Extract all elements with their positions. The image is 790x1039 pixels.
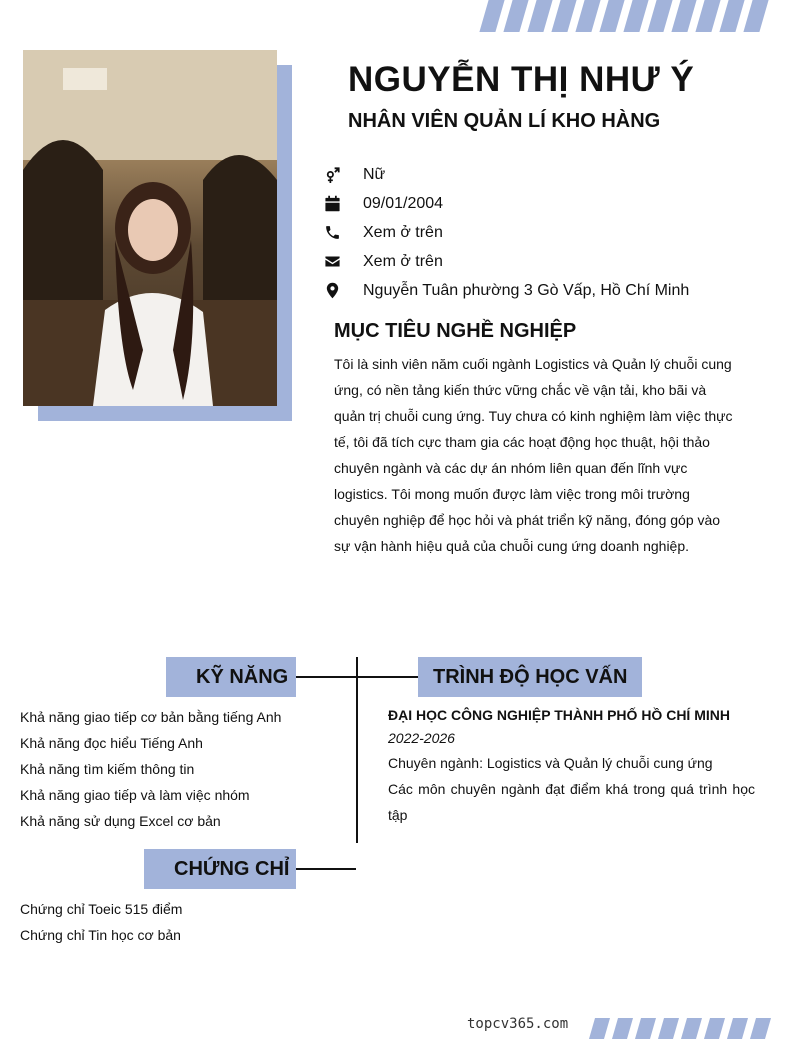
skill-item: Khả năng giao tiếp và làm việc nhóm: [20, 787, 250, 803]
skill-item: Khả năng sử dụng Excel cơ bản: [20, 813, 221, 829]
contact-phone-text: Xem ở trên: [363, 223, 443, 241]
divider-vertical: [356, 657, 358, 843]
education-heading-label: TRÌNH ĐỘ HỌC VẤN: [433, 665, 628, 688]
email-icon: [322, 252, 342, 272]
divider-connector-bottom: [296, 868, 356, 870]
contact-birthday-text: 09/01/2004: [363, 194, 444, 212]
contact-gender-text: Nữ: [363, 165, 386, 183]
certificate-item: Chứng chỉ Tin học cơ bản: [20, 927, 181, 943]
contact-email: [322, 247, 689, 276]
phone-icon: [322, 223, 342, 243]
objective-text: Tôi là sinh viên năm cuối ngành Logistics và Quản lý chuỗi cung ứng, có nền tảng kiến thức vững chắc về vận tải, kho bãi và quản trị chuỗi cung ứng. Tuy chưa có kinh nghiệm làm việc thực tế, tôi đã tích cực tham gia các hoạt động học thuật, hội thảo chuyên ngành và các dự án nhóm liên quan đến lĩnh vực logistics. Tôi mong muốn được làm việc trong môi trường chuyên nghiệp để học hỏi và phát triển kỹ năng, đóng góp vào sự vận hành hiệu quả của chuỗi cung ứng doanh nghiệp.: [334, 356, 733, 554]
skills-heading-label: KỸ NĂNG: [196, 665, 289, 688]
certificates-heading-label: CHỨNG CHỈ: [174, 857, 290, 880]
calendar-icon: [322, 194, 342, 214]
contact-gender: [322, 160, 689, 189]
contact-phone: [322, 218, 689, 247]
education-heading: [418, 657, 642, 697]
skill-item: Khả năng giao tiếp cơ bản bằng tiếng Anh: [20, 709, 282, 725]
objective-title: MỤC TIÊU NGHỀ NGHIỆP: [334, 320, 577, 342]
education-block: [388, 703, 755, 828]
education-note: Các môn chuyên ngành đạt điểm khá trong quá trình học tập: [388, 781, 755, 823]
divider-connector-top: [296, 676, 418, 678]
contact-list: [322, 160, 689, 305]
education-major: Chuyên ngành: Logistics và Quản lý chuỗi cung ứng: [388, 755, 713, 771]
job-title: NHÂN VIÊN QUẢN LÍ KHO HÀNG: [348, 110, 661, 132]
skill-item: Khả năng tìm kiếm thông tin: [20, 761, 195, 777]
contact-birthday: [322, 189, 689, 218]
decorative-stripes-top: [484, 0, 764, 32]
education-years: 2022-2026: [388, 730, 455, 746]
skills-heading: [166, 657, 296, 697]
gender-icon: [322, 165, 342, 185]
decorative-stripes-bottom: [592, 1018, 768, 1039]
contact-email-text: Xem ở trên: [363, 252, 443, 270]
education-school: ĐẠI HỌC CÔNG NGHIỆP THÀNH PHỐ HỒ CHÍ MINH: [388, 707, 730, 723]
contact-address-text: Nguyễn Tuân phường 3 Gò Vấp, Hồ Chí Minh: [363, 281, 690, 299]
location-pin-icon: [322, 281, 342, 301]
contact-address: [322, 276, 689, 305]
footer-site-name: topcv365.com: [467, 1016, 569, 1032]
candidate-name: NGUYỄN THỊ NHƯ Ý: [348, 60, 695, 99]
profile-photo: [23, 50, 277, 406]
skill-item: Khả năng đọc hiểu Tiếng Anh: [20, 735, 203, 751]
certificates-heading: [144, 849, 296, 889]
certificate-item: Chứng chỉ Toeic 515 điểm: [20, 901, 183, 917]
certificates-list: [20, 896, 182, 948]
skills-list: [20, 704, 281, 834]
